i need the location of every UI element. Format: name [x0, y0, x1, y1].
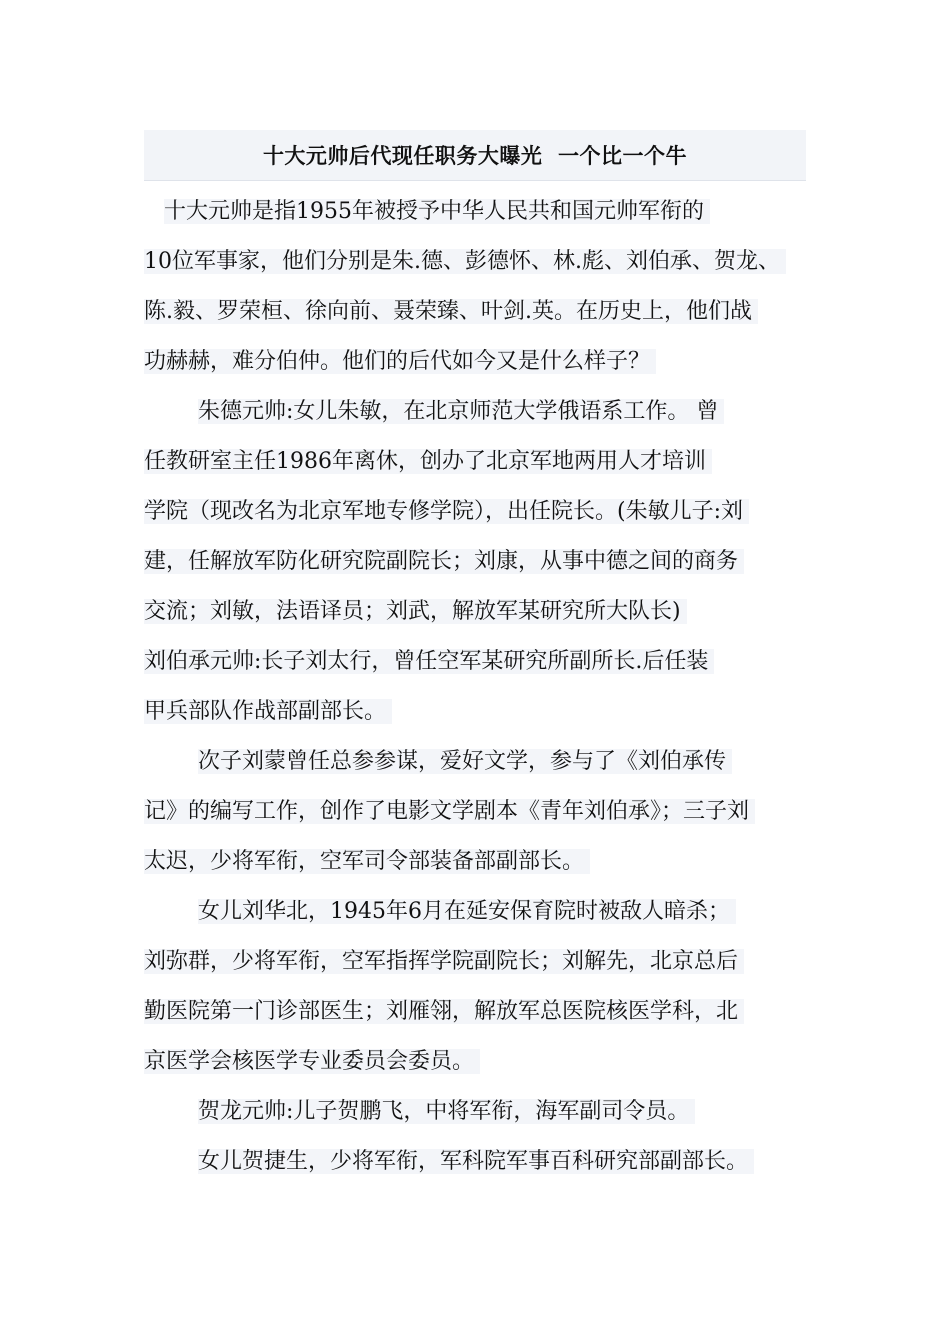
text-line-content: 十大元帅是指1955年被授予中华人民共和国元帅军衔的: [164, 199, 710, 224]
text-line: [144, 237, 834, 287]
text-line-content: 贺龙元帅:儿子贺鹏飞，中将军衔，海军副司令员。: [198, 1099, 695, 1124]
text-line-content: 交流；刘敏，法语译员；刘武，解放军某研究所大队长): [144, 599, 687, 624]
text-line-content: 女儿刘华北，1945年6月在延安保育院时被敌人暗杀；: [198, 899, 736, 924]
text-line: [144, 337, 834, 387]
text-line-content: 建，任解放军防化研究院副院长；刘康，从事中德之间的商务: [144, 549, 744, 574]
text-line-content: 陈.毅、罗荣桓、徐向前、聂荣臻、叶剑.英。在历史上，他们战: [144, 299, 758, 324]
page-title: 十大元帅后代现任职务大曝光 一个比一个牛: [262, 144, 688, 168]
text-line: [144, 887, 834, 937]
text-line-content: 刘弥群，少将军衔，空军指挥学院副院长；刘解先，北京总后: [144, 949, 744, 974]
text-line-content: 任教研室主任1986年离休，创办了北京军地两用人才培训: [144, 449, 712, 474]
text-line-content: 女儿贺捷生，少将军衔，军科院军事百科研究部副部长。: [198, 1149, 754, 1174]
text-line: [144, 637, 834, 687]
text-line-content: 甲兵部队作战部副部长。: [144, 699, 392, 724]
text-line: [144, 1137, 834, 1187]
document-body: [144, 187, 834, 1187]
text-line: [144, 487, 834, 537]
text-line: [144, 537, 834, 587]
text-line: [144, 1087, 834, 1137]
text-line: [144, 737, 834, 787]
text-line: [144, 1037, 834, 1087]
text-line: [144, 937, 834, 987]
text-line: [144, 387, 834, 437]
title-bar: [144, 130, 806, 181]
text-line: [144, 787, 834, 837]
text-line: [144, 837, 834, 887]
text-line-content: 功赫赫，难分伯仲。他们的后代如今又是什么样子？: [144, 349, 656, 374]
text-line: [144, 987, 834, 1037]
text-line-content: 太迟，少将军衔，空军司令部装备部副部长。: [144, 849, 590, 874]
text-line: [144, 687, 834, 737]
text-line: [144, 587, 834, 637]
text-line-content: 记》的编写工作，创作了电影文学剧本《青年刘伯承》；三子刘: [144, 799, 755, 824]
text-line: [144, 437, 834, 487]
text-line-content: 京医学会核医学专业委员会委员。: [144, 1049, 480, 1074]
text-line-content: 次子刘蒙曾任总参参谋，爱好文学，参与了《刘伯承传: [198, 749, 732, 774]
text-line-content: 勤医院第一门诊部医生；刘雁翎，解放军总医院核医学科，北: [144, 999, 744, 1024]
text-line-content: 刘伯承元帅:长子刘太行，曾任空军某研究所副所长.后任装: [144, 649, 714, 674]
text-line-content: 朱德元帅:女儿朱敏，在北京师范大学俄语系工作。 曾: [198, 399, 724, 424]
text-line-content: 10位军事家，他们分别是朱.德、彭德怀、林.彪、刘伯承、贺龙、: [144, 249, 786, 274]
text-line: [144, 187, 834, 237]
text-line-content: 学院（现改名为北京军地专修学院），出任院长。(朱敏儿子:刘: [144, 499, 749, 524]
text-line: [144, 287, 834, 337]
